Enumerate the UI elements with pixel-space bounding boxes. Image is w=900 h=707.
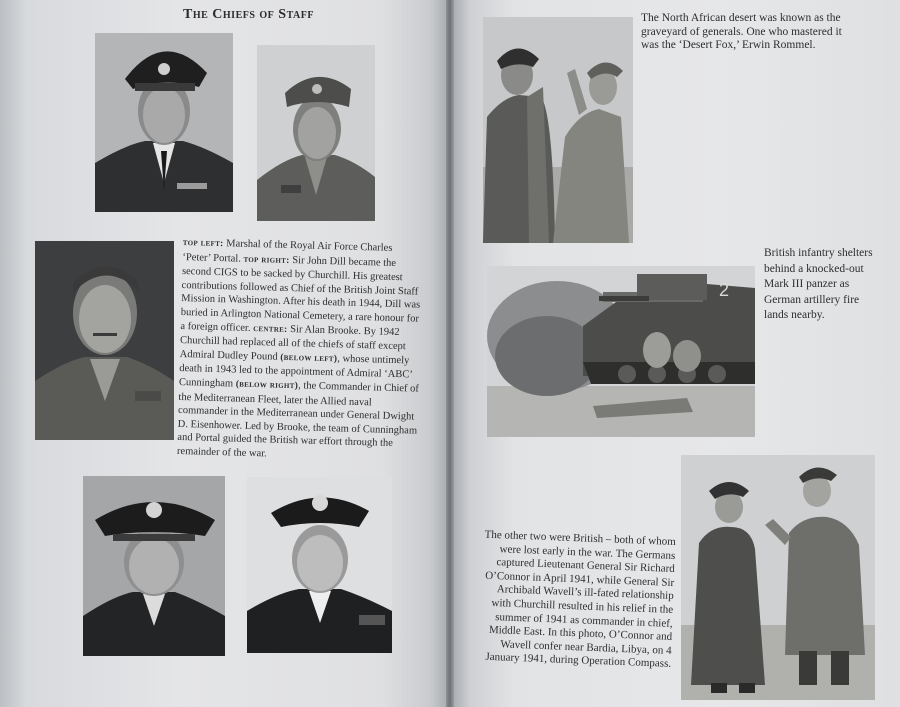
caption-chiefs-of-staff bbox=[177, 236, 423, 465]
book-gutter bbox=[446, 0, 454, 707]
caption-text-cunningham: , the Commander in Chief of the Mediterranean Fleet, later the Allied naval commander in the Mediterranean under General Dwight D. Eisenhower. Led by Brooke, the team of Cunningham and Portal guided the British war effort through the remainder of the war. bbox=[176, 380, 419, 460]
caption-rommel-text: The North African desert was known as the graveyard of generals. One who mastered it was the ‘Desert Fox,’ Erwin Rommel. bbox=[641, 12, 842, 51]
photo-tank bbox=[487, 266, 755, 437]
photo-cunningham bbox=[247, 477, 392, 653]
caption-label-top-right: top right: bbox=[243, 254, 290, 266]
caption-tank bbox=[764, 246, 876, 324]
caption-rommel bbox=[641, 12, 853, 53]
caption-text-brooke: Sir Alan Brooke. By 1942 Churchill had replaced all of the chiefs of staff except Admiral Dudley Pound bbox=[179, 323, 406, 363]
caption-label-centre: centre: bbox=[253, 323, 288, 335]
running-head: The Chiefs of Staff bbox=[183, 7, 314, 22]
photo-dill bbox=[257, 45, 375, 221]
caption-text-portal: Marshal of the Royal Air Force Charles ‘Peter’ Portal. bbox=[182, 238, 393, 265]
photo-brooke bbox=[35, 241, 174, 440]
caption-oconnor-wavell-text: The other two were British – both of whom were lost early in the war. The Germans captured Lieutenant General Sir Richard O’Connor in April 1941, while General Sir Archibald Wavell’s ill-fated relationship with Churchill resulted in his relief in the summer of 1941 as commander in chief, Middle East. In this photo, O’Connor and Wavell confer near Bardia, Libya, on 4 January 1941, during Operation Compass. bbox=[484, 528, 676, 671]
caption-text-pound: , whose untimely death in 1943 led to the appointment of Admiral ‘ABC’ Cunningham bbox=[178, 353, 413, 390]
photo-portal bbox=[95, 33, 233, 212]
caption-label-top-left: top left: bbox=[182, 237, 224, 250]
tank-turret-number: 2 bbox=[719, 280, 730, 300]
photo-oconnor-wavell bbox=[681, 455, 875, 700]
caption-tank-text: British infantry shelters behind a knocked-out Mark III panzer as German artillery fire lands nearby. bbox=[764, 247, 873, 321]
photo-rommel bbox=[483, 17, 633, 243]
caption-text-dill: Sir John Dill became the second CIGS to be sacked by Churchill. His greatest contributions followed as Chief of the British Joint Staff Mission in Washington. After his death in 1944, Dill was buried in Arlington National Cemetery, a rare honour for a foreign officer. bbox=[180, 254, 421, 334]
caption-label-below-left: (below left) bbox=[280, 352, 338, 365]
caption-label-below-right: (below right) bbox=[235, 379, 299, 392]
photo-pound bbox=[83, 476, 225, 656]
caption-oconnor-wavell bbox=[479, 529, 676, 672]
